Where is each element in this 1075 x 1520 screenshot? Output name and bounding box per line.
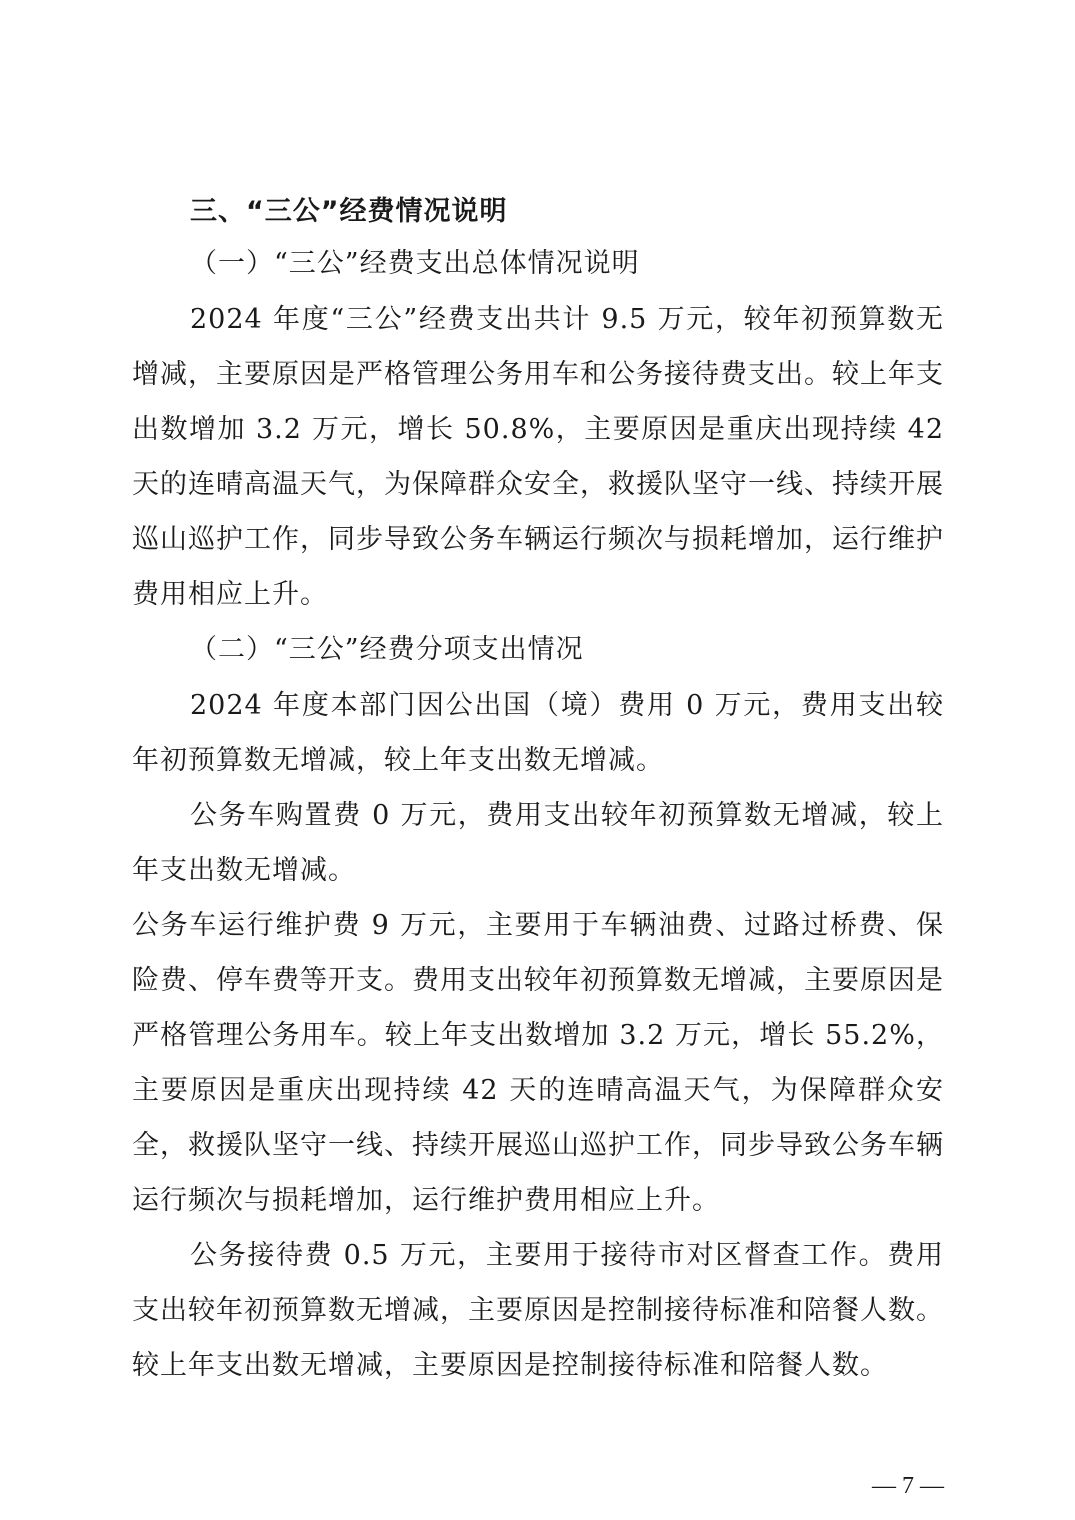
section-heading: 三、“三公”经费情况说明 xyxy=(190,196,508,227)
paragraph-overseas-travel: 2024 年度本部门因公出国（境）费用 0 万元，费用支出较年初预算数无增减，较上年支出数无增减。 xyxy=(132,690,944,776)
paragraph-vehicle-operation: 公务车运行维护费 9 万元，主要用于车辆油费、过路过桥费、保险费、停车费等开支。费用支出较年初预算数无增减，主要原因是严格管理公务用车。较上年支出数增加 3.2 万元，增长 55.2%，主要原因是重庆出现持续 42 天的连晴高温天气，为保障群众安全，救援队坚守一线、持续开展巡山巡护工作，同步导致公务车辆运行频次与损耗增加，运行维护费用相应上升。 xyxy=(132,910,944,1216)
subsection-heading-overall: （一）“三公”经费支出总体情况说明 xyxy=(190,248,640,279)
paragraph-vehicle-purchase: 公务车购置费 0 万元，费用支出较年初预算数无增减，较上年支出数无增减。 xyxy=(132,800,944,886)
page-number: — 7 — xyxy=(872,1473,944,1499)
paragraph-reception: 公务接待费 0.5 万元，主要用于接待市对区督查工作。费用支出较年初预算数无增减，主要原因是控制接待标准和陪餐人数。较上年支出数无增减，主要原因是控制接待标准和陪餐人数。 xyxy=(132,1240,944,1381)
paragraph-overall: 2024 年度“三公”经费支出共计 9.5 万元，较年初预算数无增减，主要原因是严格管理公务用车和公务接待费支出。较上年支出数增加 3.2 万元，增长 50.8%，主要原因是重庆出现持续 42 天的连晴高温天气，为保障群众安全，救援队坚守一线、持续开展巡山巡护工作，同步导致公务车辆运行频次与损耗增加，运行维护费用相应上升。 xyxy=(132,304,944,610)
document-page xyxy=(132,187,944,1393)
subsection-heading-itemized: （二）“三公”经费分项支出情况 xyxy=(190,634,584,665)
